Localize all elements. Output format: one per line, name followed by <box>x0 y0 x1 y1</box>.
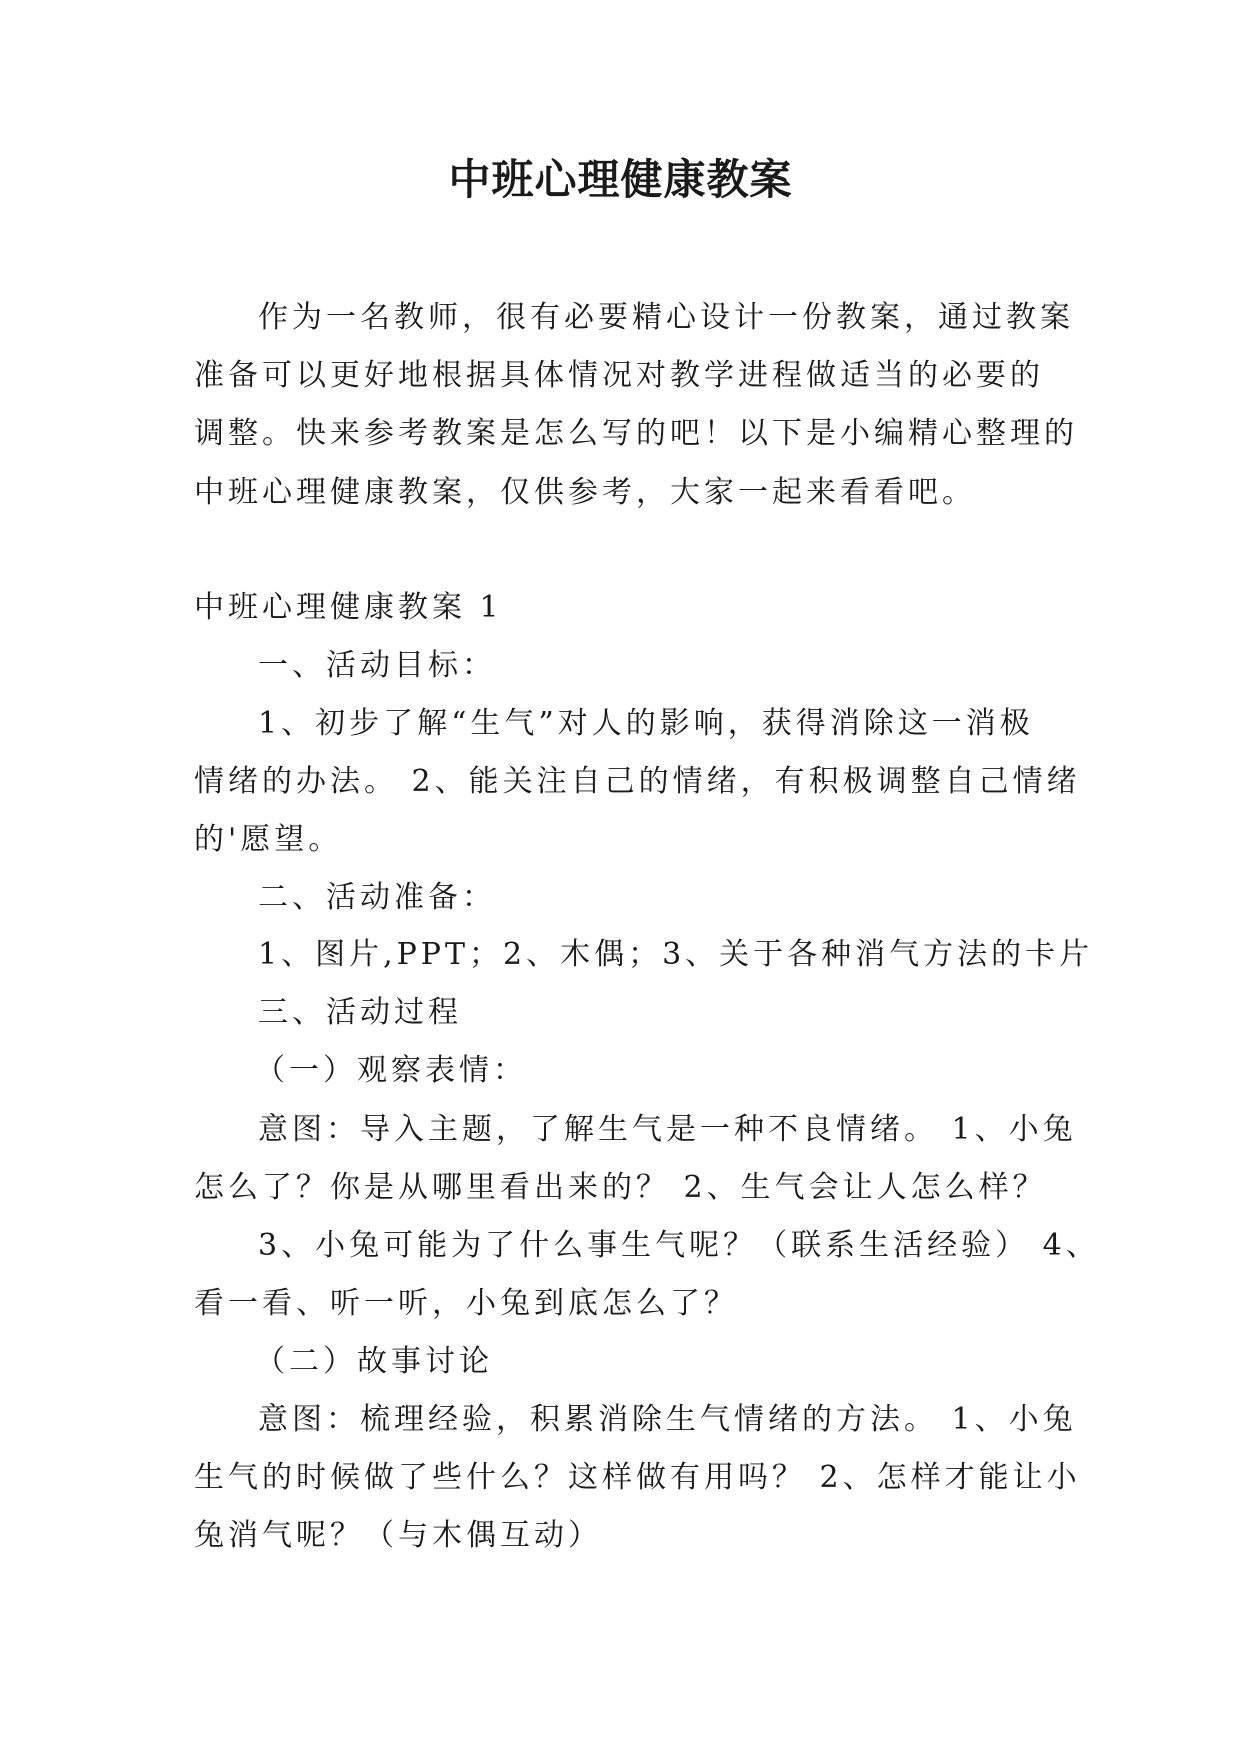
body-line: 二、活动准备： <box>258 880 496 915</box>
body-line: 意图：梳理经验，积累消除生气情绪的方法。 1、小兔 <box>258 1402 1077 1437</box>
document-title: 中班心理健康教案 <box>448 155 793 204</box>
body-line: 三、活动过程 <box>258 995 462 1030</box>
body-line: 的'愿望。 <box>194 822 343 857</box>
body-line: 1、图片,PPT；2、木偶；3、关于各种消气方法的卡片 <box>258 937 1094 972</box>
intro-line: 中班心理健康教案，仅供参考，大家一起来看看吧。 <box>194 475 976 510</box>
body-line: 情绪的办法。 2、能关注自己的情绪，有积极调整自己情绪 <box>194 764 1081 799</box>
intro-line: 作为一名教师，很有必要精心设计一份教案，通过教案 <box>258 300 1074 335</box>
body-line: 兔消气呢？（与木偶互动） <box>194 1518 602 1553</box>
body-line: 生气的时候做了些什么？这样做有用吗？ 2、怎样才能让小 <box>194 1460 1081 1495</box>
body-line: （一）观察表情： <box>255 1053 527 1088</box>
intro-line: 准备可以更好地根据具体情况对教学进程做适当的必要的 <box>194 358 1044 393</box>
body-line: 怎么了？你是从哪里看出来的？ 2、生气会让人怎么样？ <box>194 1170 1047 1205</box>
body-line: 看一看、听一听，小兔到底怎么了？ <box>194 1286 738 1321</box>
body-line: （二）故事讨论 <box>255 1344 493 1379</box>
body-line: 1、初步了解“生气”对人的影响，获得消除这一消极 <box>258 706 1034 741</box>
section-heading: 中班心理健康教案 1 <box>194 590 503 625</box>
intro-line: 调整。快来参考教案是怎么写的吧！以下是小编精心整理的 <box>194 416 1078 451</box>
body-line: 3、小兔可能为了什么事生气呢？（联系生活经验） 4、 <box>258 1228 1100 1263</box>
body-line: 一、活动目标： <box>258 648 496 683</box>
body-line: 意图：导入主题，了解生气是一种不良情绪。 1、小兔 <box>258 1112 1077 1147</box>
